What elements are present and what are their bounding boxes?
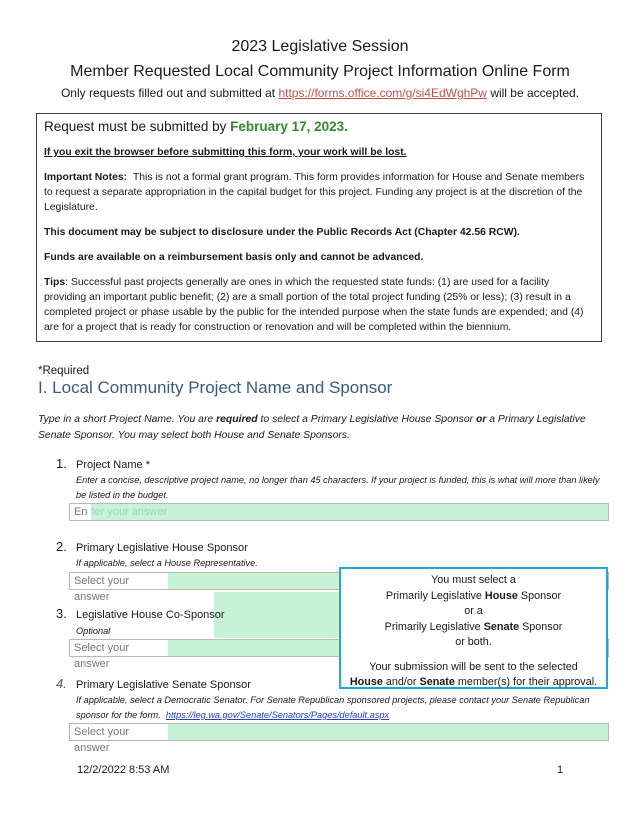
funds-note [44,250,594,265]
submission-note-suffix: will be accepted. [490,86,580,100]
input-placeholder: ter your answer [91,506,168,518]
document-title: 2023 Legislative Session [231,38,409,55]
co-sponsor-highlight [214,592,341,638]
callout-text: Primarily Legislative [384,620,484,633]
document-subtitle: Member Requested Local Community Project Information Online Form [70,63,570,80]
callout-text: Sponsor [517,589,562,602]
browser-warning-text: If you exit the browser before submitting this form, your work will be lost. [44,147,407,158]
question-help: If applicable, select a House Representative. [76,558,258,568]
callout-line [341,675,606,691]
submission-note [0,86,640,100]
question-number: 4. [56,676,67,691]
section-title: I. Local Community Project Name and Sponsor [38,378,393,397]
form-link[interactable]: https://forms.office.com/g/si4EdWghPw [278,86,487,100]
important-label: Important Notes: [44,172,128,183]
senators-link[interactable]: https://leg.wa.gov/Senate/Senators/Pages/default.aspx [165,710,390,720]
important-notes [44,170,594,215]
disclosure-text: This document may be subject to disclosure under the Public Records Act (Chapter 42.56 RCW). [44,227,520,238]
disclosure-note [44,225,594,240]
intro-part: Type in a short Project Name. You are [38,414,217,425]
question-help: Optional [76,626,111,636]
callout-text: and/or [382,676,420,688]
question-number: 2. [56,539,67,554]
question-help-text: If applicable, select a Democratic Senator. For Senate Republican sponsored projects, please contact your Senate Republican sponsor for the form. [76,695,590,720]
sponsor-callout [339,567,608,689]
callout-senate: Senate [419,676,455,688]
important-text: This is not a formal grant program. This form provides information for House and Senate members to request a separate appropriation in the capital budget for this project. Funding any project is at the discretion of the Legislature. [44,172,585,213]
question-help: Enter a concise, descriptive project name, no longer than 45 characters. If your project is funded, this is what will more than likely be listed in the budget. [76,475,600,500]
funds-text: Funds are available on a reimbursement basis only and cannot be advanced. [44,252,424,263]
callout-line [341,589,606,605]
question-number: 3. [56,606,67,621]
select-placeholder: Select your answer [70,573,168,589]
senate-sponsor-select[interactable] [69,723,609,754]
question-title: Project Name * [76,459,150,471]
section-intro [38,412,608,444]
intro-or: or [475,414,487,425]
callout-text: Sponsor [519,620,563,633]
deadline-prefix: Request must be submitted by [44,119,227,134]
question-title: Legislative House Co-Sponsor [76,609,225,621]
intro-part: to select a Primary Legislative House Sponsor [257,414,476,425]
intro-required: required [216,414,258,425]
question-number: 1. [56,456,67,471]
question-title: Primary Legislative House Sponsor [76,542,248,554]
callout-line: You must select a [431,574,516,586]
callout-house: House [484,589,518,602]
submission-note-prefix: Only requests filled out and submitted at [60,86,276,100]
project-name-input[interactable] [69,503,609,521]
question-title: Primary Legislative Senate Sponsor [76,679,251,691]
callout-senate: Senate [483,620,520,633]
deadline-date: February 17, 2023. [230,119,348,134]
input-placeholder: En [70,504,91,520]
required-note: *Required [38,365,90,377]
callout-gap [341,651,606,660]
tips-text: : Successful past projects generally are ones in which the requested state funds: (1) are used for a facility providing an important public benefit; (2) are a small portion of the total project funding (25% or less); (3) result in a completed project or phase usable by the public for the intended purpose when the state funds are expended; and (4) are for a project that is ready for construction or renovation and will be completed within the biennium. [44,277,584,333]
select-placeholder: Select your answer [70,640,168,656]
callout-line [341,620,606,636]
callout-text: Primarily Legislative [385,589,485,602]
browser-warning [44,145,594,160]
callout-line: or both. [455,636,492,648]
page-number: 1 [557,764,564,776]
notice-box [36,113,602,342]
callout-line: Your submission will be sent to the selected [369,660,578,673]
question-help [76,693,606,723]
select-placeholder: Select your answer [70,724,168,740]
tips [44,275,594,335]
footer-date: 12/2/2022 8:53 AM [77,764,170,776]
callout-line: or a [464,605,483,617]
callout-house: House [349,676,383,688]
deadline-line [44,118,594,136]
intro-part: a Primary Legislative Senate Sponsor. You may select both House and Senate Sponsors. [38,414,586,441]
tips-label: Tips [44,277,66,288]
callout-text: member(s) for their approval. [454,676,598,688]
